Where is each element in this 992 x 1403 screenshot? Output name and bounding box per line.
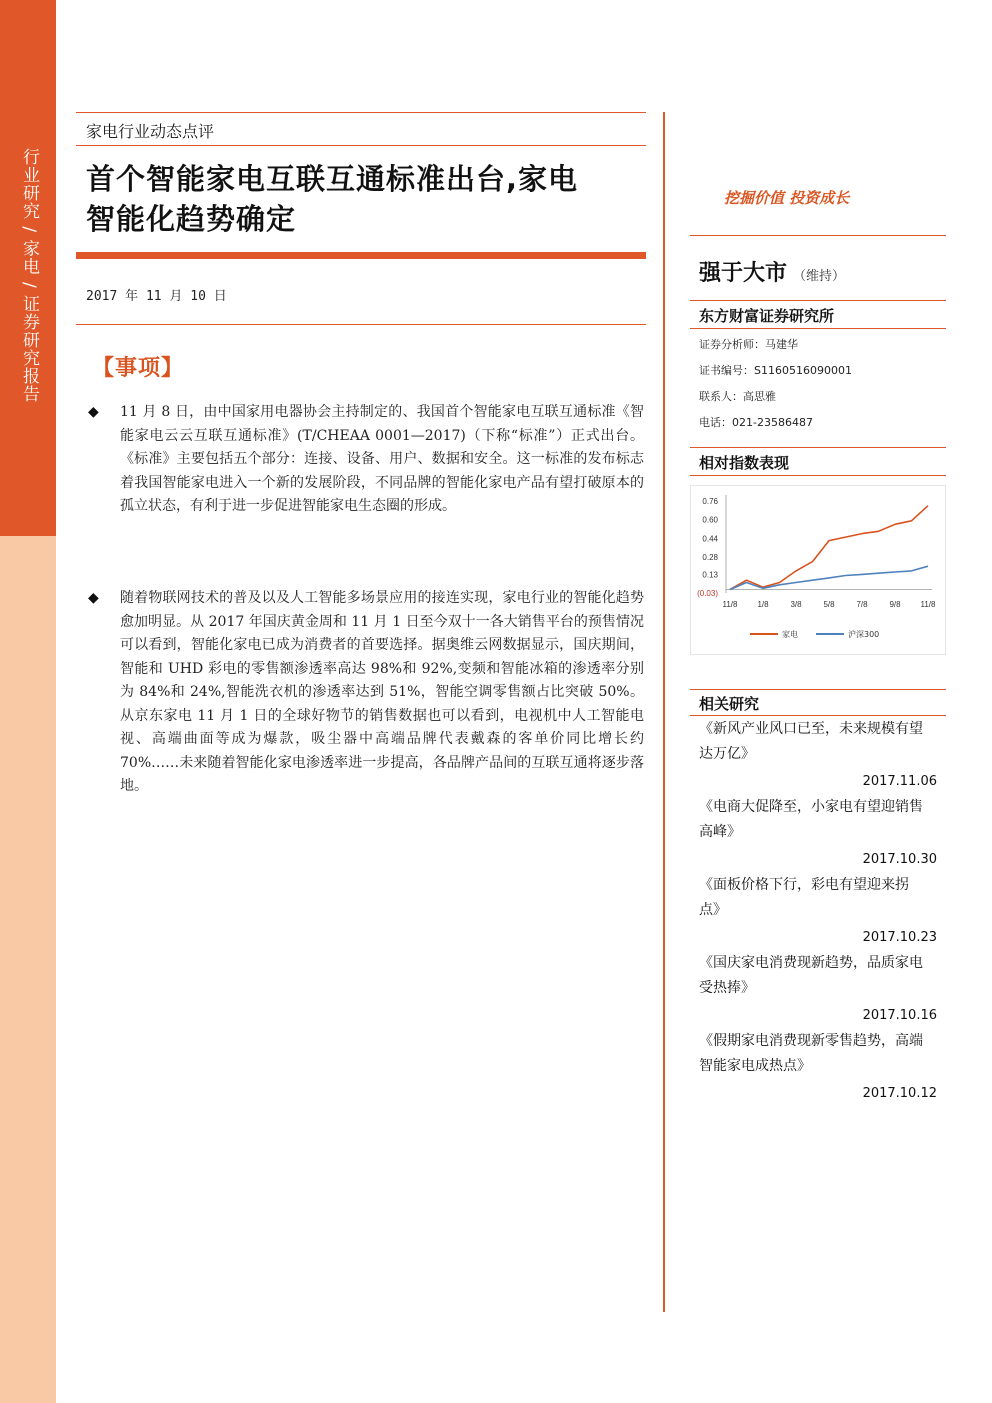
y-tick-label: 0.28 — [702, 552, 718, 562]
related-report-date: 2017.11.06 — [862, 774, 937, 789]
chart-svg — [690, 485, 946, 655]
sidebar-rule — [690, 715, 946, 716]
related-report-title-line: 点》 — [699, 902, 727, 918]
related-report-date: 2017.10.23 — [862, 930, 937, 945]
header-top-rule — [76, 112, 646, 113]
header-mid-rule — [76, 145, 646, 146]
related-report-title-line: 《国庆家电消费现新趋势，品质家电 — [699, 955, 923, 971]
sidebar-rule — [690, 447, 946, 448]
paragraph-2: 随着物联网技术的普及以及人工智能多场景应用的接连实现，家电行业的智能化趋势愈加明显。从 2017 年国庆黄金周和 11 月 1 日至今双十一各大销售平台的预售情况可以看到，智能化家电已成为消费者的首要选择。据奥维云网数据显示，国庆期间，智能和 UHD 彩电的零售额渗透率高达 98%和 92%,变频和智能冰箱的渗透率分别为 84%和 24%,智能洗衣机的渗透率达到 51%，智能空调零售额占比突破 50%。从京东家电 11 月 1 日的全球好物节的销售数据也可以看到，电视机中人工智能电视、高端曲面等成为爆款，吸尘器中高端品牌代表戴森的客单价同比增长约 70%……未来随着智能化家电渗透率进一步提高，各品牌产品间的互联互通将逐步落地。 — [120, 590, 644, 794]
related-report-title-line: 《假期家电消费现新零售趋势，高端 — [699, 1033, 923, 1049]
analyst-name: 证券分析师：马建华 — [699, 338, 798, 351]
side-strip-bottom — [0, 536, 56, 1403]
related-report-title[interactable] — [699, 873, 943, 923]
certificate-number: 证书编号：S1160516090001 — [699, 364, 852, 377]
legend-label: 沪深300 — [848, 630, 880, 639]
related-report-title-line: 受热捧》 — [699, 980, 755, 996]
y-tick-label: 0.76 — [702, 497, 718, 506]
related-report-title-line: 智能家电成热点》 — [699, 1058, 811, 1074]
side-report-type-label: 行业研究 / 家电 / 证券研究报告 — [19, 148, 39, 404]
paragraph-1: 11 月 8 日，由中国家用电器协会主持制定的、我国首个智能家电互联互通标准《智能家电云云互联互通标准》(T/CHEAA 0001—2017)（下称“标准”）正式出台。《标准》主要包括五个部分：连接、设备、用户、数据和安全。这一标准的发布标志着我国智能家电进入一个新的发展阶段，不同品牌的智能化家电产品有望打破原本的孤立状态，有利于进一步促进智能家电生态圈的形成。 — [120, 404, 644, 514]
rating-note: （维持） — [793, 269, 846, 284]
report-title-line-2: 智能化趋势确定 — [86, 202, 297, 236]
x-tick-label: 11/8 — [722, 600, 738, 609]
x-tick-label: 11/8 — [920, 600, 936, 609]
relative-index-chart — [690, 485, 946, 655]
y-tick-label: 0.13 — [702, 570, 718, 580]
related-report-title[interactable] — [699, 795, 943, 845]
column-divider — [663, 112, 665, 1312]
section-heading: 【事项】 — [92, 356, 185, 381]
y-tick-label: 0.60 — [702, 515, 718, 525]
related-report-title[interactable] — [699, 951, 943, 1001]
slogan: 挖掘价值 投资成长 — [724, 189, 850, 207]
x-tick-label: 3/8 — [790, 600, 802, 609]
report-category: 家电行业动态点评 — [86, 122, 215, 141]
rating — [699, 256, 845, 287]
phone-number: 电话：021-23586487 — [699, 416, 813, 429]
x-tick-label: 1/8 — [757, 600, 769, 609]
sidebar-rule — [690, 475, 946, 476]
bullet-icon: ◆ — [88, 590, 99, 606]
related-report-title-line: 高峰》 — [699, 824, 741, 840]
report-date: 2017 年 11 月 10 日 — [86, 289, 227, 304]
sidebar-rule — [690, 300, 946, 301]
chart-heading: 相对指数表现 — [699, 454, 790, 472]
related-report-title[interactable] — [699, 717, 943, 767]
contact-person: 联系人：高思雅 — [699, 390, 776, 403]
sidebar-rule — [690, 235, 946, 236]
report-title — [86, 159, 646, 239]
related-report-date: 2017.10.30 — [862, 852, 937, 867]
related-report-date: 2017.10.16 — [862, 1008, 937, 1023]
x-tick-label: 9/8 — [889, 600, 901, 609]
legend-label: 家电 — [782, 630, 798, 639]
related-report-title-line: 《面板价格下行，彩电有望迎来拐 — [699, 877, 909, 893]
x-tick-label: 5/8 — [823, 600, 835, 609]
related-report-title[interactable] — [699, 1029, 943, 1079]
sidebar-rule — [690, 689, 946, 690]
report-title-line-1: 首个智能家电互联互通标准出台,家电 — [86, 162, 579, 196]
date-bottom-rule — [76, 324, 646, 325]
institution-name: 东方财富证券研究所 — [699, 307, 835, 325]
sidebar-rule — [690, 328, 946, 329]
rating-value: 强于大市 — [699, 261, 788, 286]
y-tick-label: 0.44 — [702, 534, 718, 544]
related-report-title-line: 《电商大促降至，小家电有望迎销售 — [699, 799, 923, 815]
x-tick-label: 7/8 — [856, 600, 868, 609]
related-report-date: 2017.10.12 — [862, 1086, 937, 1101]
related-research-heading: 相关研究 — [699, 695, 760, 713]
bullet-icon: ◆ — [88, 404, 99, 420]
title-bottom-bar — [76, 252, 646, 259]
y-tick-label: (0.03) — [697, 589, 718, 598]
related-report-title-line: 《新风产业风口已至，未来规模有望 — [699, 721, 923, 737]
chart-frame — [690, 485, 946, 655]
related-report-title-line: 达万亿》 — [699, 746, 755, 762]
